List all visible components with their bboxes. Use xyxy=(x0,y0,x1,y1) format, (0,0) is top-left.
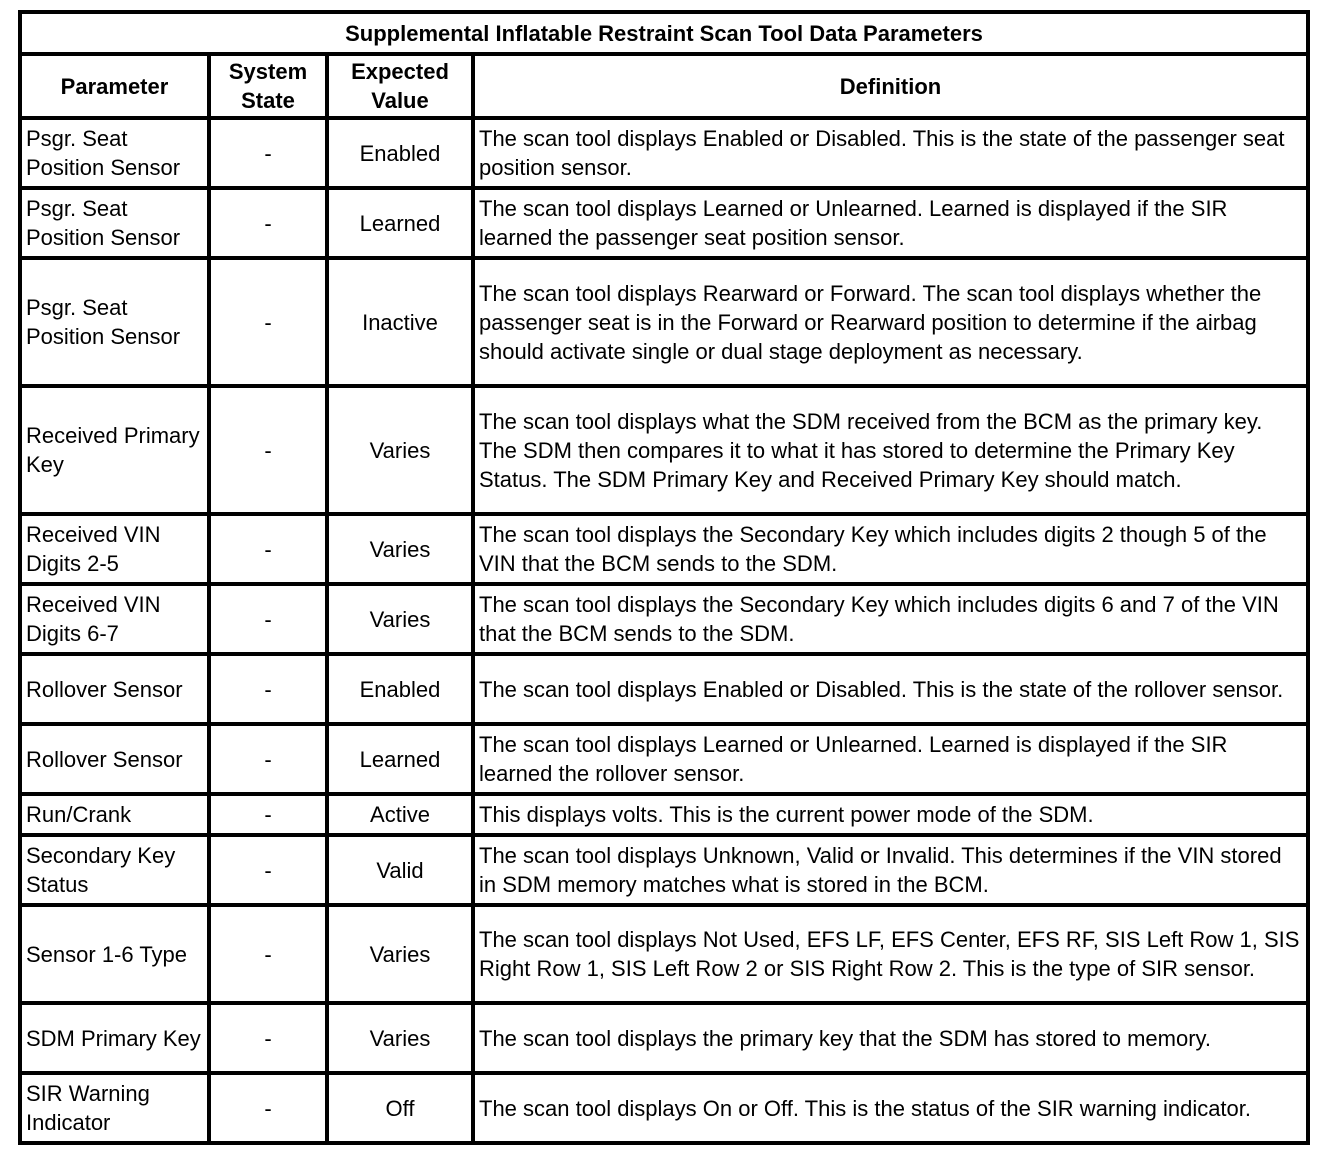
cell-system-state: - xyxy=(209,1073,327,1143)
cell-definition: The scan tool displays Rearward or Forward. The scan tool displays whether the passenger seat is in the Forward or Rearward position to determine if the airbag should activate single or dual stage deployment as necessary. xyxy=(473,258,1308,386)
table-title-row xyxy=(20,12,1308,54)
cell-parameter: Run/Crank xyxy=(20,794,209,835)
cell-parameter: Psgr. Seat Position Sensor xyxy=(20,118,209,188)
table-row xyxy=(20,584,1308,654)
table-row xyxy=(20,724,1308,794)
cell-expected-value: Valid xyxy=(327,835,473,905)
cell-parameter: Secondary Key Status xyxy=(20,835,209,905)
cell-expected-value: Varies xyxy=(327,1003,473,1073)
table-row xyxy=(20,1003,1308,1073)
sir-data-parameters-table xyxy=(18,10,1310,1145)
cell-definition: The scan tool displays On or Off. This is the status of the SIR warning indicator. xyxy=(473,1073,1308,1143)
cell-system-state: - xyxy=(209,514,327,584)
cell-system-state: - xyxy=(209,835,327,905)
header-system-state xyxy=(209,54,327,118)
cell-parameter: Received VIN Digits 6-7 xyxy=(20,584,209,654)
cell-expected-value: Enabled xyxy=(327,654,473,724)
cell-system-state: - xyxy=(209,654,327,724)
header-system-state-line1: System xyxy=(228,59,308,84)
cell-expected-value: Varies xyxy=(327,386,473,514)
cell-system-state: - xyxy=(209,1003,327,1073)
table-title: Supplemental Inflatable Restraint Scan Tool Data Parameters xyxy=(20,12,1308,54)
cell-expected-value: Inactive xyxy=(327,258,473,386)
header-expected-value xyxy=(327,54,473,118)
cell-expected-value: Enabled xyxy=(327,118,473,188)
cell-definition: The scan tool displays Learned or Unlearned. Learned is displayed if the SIR learned the passenger seat position sensor. xyxy=(473,188,1308,258)
table-row xyxy=(20,188,1308,258)
table-row xyxy=(20,654,1308,724)
cell-definition: The scan tool displays Enabled or Disabled. This is the state of the rollover sensor. xyxy=(473,654,1308,724)
table-row xyxy=(20,905,1308,1003)
cell-system-state: - xyxy=(209,794,327,835)
cell-expected-value: Varies xyxy=(327,514,473,584)
cell-expected-value: Active xyxy=(327,794,473,835)
cell-definition: The scan tool displays Unknown, Valid or Invalid. This determines if the VIN stored in SDM memory matches what is stored in the BCM. xyxy=(473,835,1308,905)
cell-system-state: - xyxy=(209,584,327,654)
cell-expected-value: Off xyxy=(327,1073,473,1143)
cell-system-state: - xyxy=(209,724,327,794)
header-system-state-line2: State xyxy=(241,88,295,113)
cell-parameter: Psgr. Seat Position Sensor xyxy=(20,188,209,258)
cell-expected-value: Learned xyxy=(327,188,473,258)
cell-definition: The scan tool displays Not Used, EFS LF, EFS Center, EFS RF, SIS Left Row 1, SIS Right Row 1, SIS Left Row 2 or SIS Right Row 2. This is the type of SIR sensor. xyxy=(473,905,1308,1003)
cell-expected-value: Learned xyxy=(327,724,473,794)
table-row xyxy=(20,514,1308,584)
cell-definition: The scan tool displays the Secondary Key which includes digits 2 though 5 of the VIN that the BCM sends to the SDM. xyxy=(473,514,1308,584)
cell-system-state: - xyxy=(209,258,327,386)
cell-system-state: - xyxy=(209,386,327,514)
cell-expected-value: Varies xyxy=(327,584,473,654)
cell-system-state: - xyxy=(209,905,327,1003)
cell-parameter: Received Primary Key xyxy=(20,386,209,514)
cell-definition: The scan tool displays what the SDM received from the BCM as the primary key. The SDM then compares it to what it has stored to determine the Primary Key Status. The SDM Primary Key and Received Primary Key should match. xyxy=(473,386,1308,514)
cell-system-state: - xyxy=(209,188,327,258)
table-row xyxy=(20,794,1308,835)
table-row xyxy=(20,835,1308,905)
header-parameter: Parameter xyxy=(20,54,209,118)
header-definition: Definition xyxy=(473,54,1308,118)
cell-definition: The scan tool displays Enabled or Disabled. This is the state of the passenger seat position sensor. xyxy=(473,118,1308,188)
table-row xyxy=(20,386,1308,514)
table-row xyxy=(20,1073,1308,1143)
cell-parameter: Rollover Sensor xyxy=(20,724,209,794)
cell-parameter: Received VIN Digits 2-5 xyxy=(20,514,209,584)
cell-parameter: SDM Primary Key xyxy=(20,1003,209,1073)
cell-parameter: Rollover Sensor xyxy=(20,654,209,724)
cell-definition: This displays volts. This is the current power mode of the SDM. xyxy=(473,794,1308,835)
cell-definition: The scan tool displays the primary key that the SDM has stored to memory. xyxy=(473,1003,1308,1073)
cell-expected-value: Varies xyxy=(327,905,473,1003)
table-row xyxy=(20,258,1308,386)
cell-parameter: Sensor 1-6 Type xyxy=(20,905,209,1003)
cell-parameter: SIR Warning Indicator xyxy=(20,1073,209,1143)
cell-system-state: - xyxy=(209,118,327,188)
table-header-row xyxy=(20,54,1308,118)
header-expected-line1: Expected xyxy=(351,59,449,84)
cell-definition: The scan tool displays the Secondary Key which includes digits 6 and 7 of the VIN that the BCM sends to the SDM. xyxy=(473,584,1308,654)
cell-definition: The scan tool displays Learned or Unlearned. Learned is displayed if the SIR learned the rollover sensor. xyxy=(473,724,1308,794)
table-row xyxy=(20,118,1308,188)
cell-parameter: Psgr. Seat Position Sensor xyxy=(20,258,209,386)
header-expected-line2: Value xyxy=(371,88,429,113)
